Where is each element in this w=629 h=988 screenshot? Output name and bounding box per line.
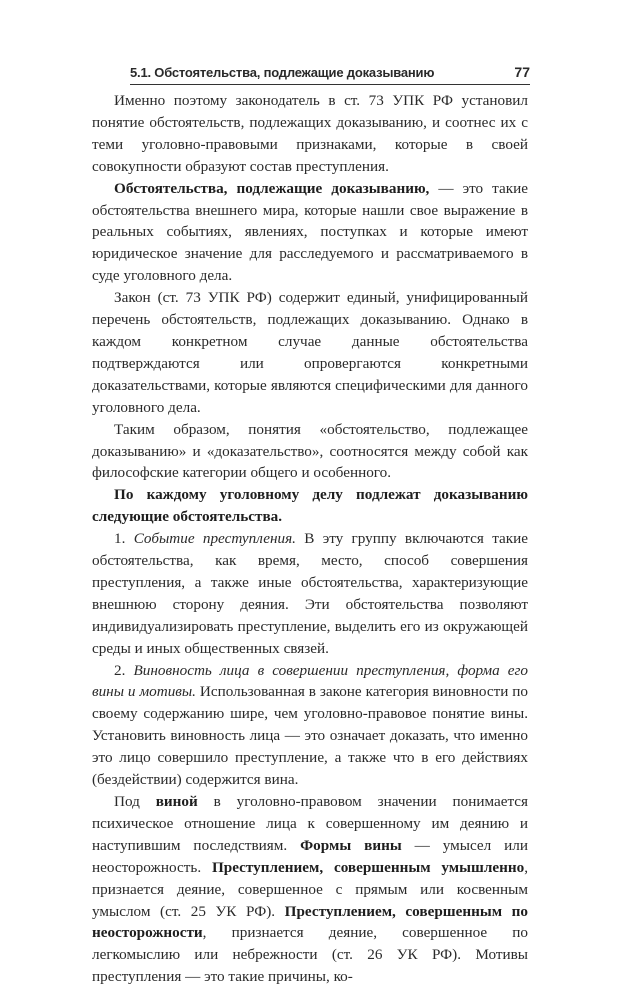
italic-text: Виновность лица в совершении преступления, форма его вины и мотивы.	[92, 661, 529, 701]
bold-text: По каждому уголовному делу подлежат доказыванию следующие обстоятельства.	[92, 486, 528, 526]
text-run: В эту группу включаются такие обстоятельства, как время, место, способ совершения преступления, а также иные обстоятельства, характеризующие внешнюю сторону деяния. Эти обстоятельства позволяют индивидуализировать преступление, выделить его из окружающей среды и иных общественных связей.	[92, 530, 529, 657]
paragraph	[92, 484, 528, 528]
text-run: Под	[114, 793, 156, 810]
paragraph	[92, 660, 528, 791]
text-run: 2.	[114, 661, 134, 679]
section-title: 5.1. Обстоятельства, подлежащие доказыванию	[130, 65, 435, 80]
paragraph	[92, 90, 528, 178]
italic-text: Событие преступления.	[133, 530, 296, 548]
bold-text: Преступлением, совершенным умышленно	[211, 858, 525, 876]
paragraph	[92, 178, 528, 288]
page-number: 77	[514, 64, 530, 80]
bold-text: Преступлением, совершенным по неосторожности	[92, 902, 528, 942]
bold-text: виной	[155, 793, 198, 810]
bold-text: Формы вины	[300, 836, 402, 854]
paragraph	[92, 287, 528, 418]
running-header	[130, 60, 530, 85]
paragraph	[92, 528, 528, 659]
text-run: Именно поэтому законодатель в ст. 73 УПК РФ установил понятие обстоятельств, подлежащих доказыванию, и соотнес их с теми уголовно-правовыми признаками, которые в своей совокупности образуют состав преступления.	[92, 92, 528, 175]
body-text	[92, 90, 528, 988]
text-run: в уголовно-правовом значении понимается психическое отношение лица к совершенному им деянию и наступившим последствиям.	[92, 793, 528, 854]
bold-text: Обстоятельства, подлежащие доказыванию,	[114, 179, 430, 197]
text-run: Таким образом, понятия «обстоятельство, подлежащее доказыванию» и «доказательство», соотносятся между собой как философские категории общего и особенного.	[92, 420, 528, 482]
text-run: Использованная в законе категория виновности по своему содержанию шире, чем уголовно-правовое понятие вины. Установить виновность лица — это означает доказать, что именно это лицо совершило преступление, а также что в его действиях (бездействии) содержится вина.	[92, 683, 528, 789]
text-run: 1.	[114, 530, 134, 548]
text-run: , признается деяние, совершенное по легкомыслию или небрежности (ст. 26 УК РФ). Мотивы преступления — это такие причины, ко-	[92, 924, 528, 986]
paragraph	[92, 791, 528, 988]
text-run: , признается деяние, совершенное с прямым или косвенным умыслом (ст. 25 УК РФ).	[92, 858, 528, 920]
text-run: — это такие обстоятельства внешнего мира, которые нашли свое выражение в реальных событиях, явлениях, поступках и которые имеют юридическое значение для расследуемого и рассматриваемого в суде уголовного дела.	[92, 179, 528, 285]
paragraph	[92, 419, 528, 485]
text-run: Закон (ст. 73 УПК РФ) содержит единый, унифицированный перечень обстоятельств, подлежащих доказыванию. Однако в каждом конкретном случае данные обстоятельства подтверждаются или опровергаются конкретными доказательствами, которые являются специфическими для данного уголовного дела.	[92, 289, 528, 416]
text-run: — умысел или неосторожность.	[92, 836, 528, 876]
